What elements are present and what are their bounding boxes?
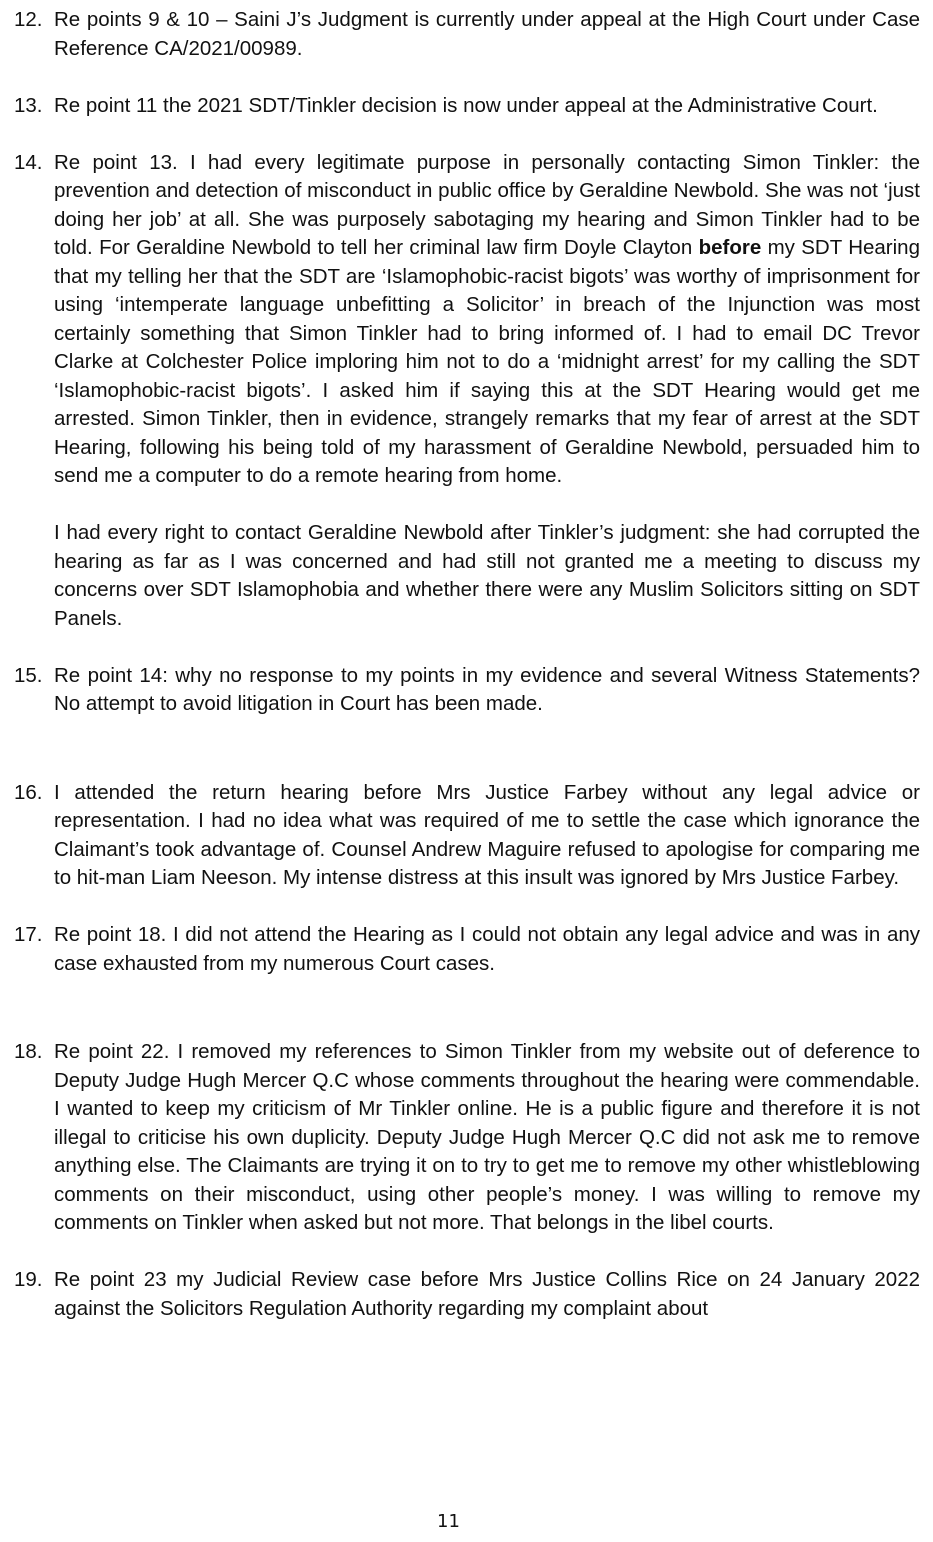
paragraph: Re points 9 & 10 – Saini J’s Judgment is currently under appeal at the High Court under Case Reference CA/2021/00989. (54, 8, 920, 60)
paragraph: Re point 22. I removed my references to Simon Tinkler from my website out of deference to Deputy Judge Hugh Mercer Q.C whose comments throughout the hearing were commendable. I wanted to keep my criticism of Mr Tinkler online. He is a public figure and therefore it is not illegal to criticise his own duplicity. Deputy Judge Hugh Mercer Q.C did not ask me to remove anything else. The Claimants are trying it on to try to get me to remove my other whistleblowing comments on their misconduct, using other people’s money. I was willing to remove my comments on Tinkler when asked but not more. That belongs in the libel courts. (54, 1040, 920, 1234)
list-item-19 (14, 1266, 920, 1323)
item-number: 17. (14, 923, 43, 946)
item-number: 15. (14, 663, 43, 687)
item-number: 12. (14, 8, 43, 31)
text-run: my SDT Hearing that my telling her that the SDT are ‘Islamophobic-racist bigots’ was worthy of imprisonment for using ‘intemperate language unbefitting a Solicitor’ in breach of the Injunction was most certainly something that Simon Tinkler had to bring informed of. I had to email DC Trevor Clarke at Colchester Police imploring him not to do a ‘midnight arrest’ for my calling the SDT ‘Islamophobic-racist bigots’. I asked him if saying this at the SDT Hearing would get me arrested. Simon Tinkler, then in evidence, strangely remarks that my fear of arrest at the SDT Hearing, following his being told of my harassment of Geraldine Newbold, persuaded him to send me a computer to do a remote hearing from home. (54, 236, 920, 487)
item-body (54, 1266, 920, 1323)
item-number: 13. (14, 93, 43, 117)
list-item-13 (14, 92, 920, 121)
item-body (54, 921, 920, 978)
paragraph: Re point 11 the 2021 SDT/Tinkler decision is now under appeal at the Administrative Court. (54, 93, 878, 117)
paragraph (54, 149, 920, 491)
item-number: 19. (14, 1268, 43, 1291)
item-number: 14. (14, 150, 43, 174)
list-item-16 (14, 779, 920, 893)
list-item-12 (14, 6, 920, 63)
item-body (54, 92, 920, 121)
item-body (54, 662, 920, 719)
bold-emphasis: before (698, 236, 762, 259)
paragraph: Re point 18. I did not attend the Hearing as I could not obtain any legal advice and was in any case exhausted from my numerous Court cases. (54, 923, 920, 975)
item-body (54, 779, 920, 893)
page-number: 11 (437, 1511, 460, 1532)
list-item-18 (14, 1038, 920, 1238)
item-body (54, 1038, 920, 1238)
item-body (54, 149, 920, 634)
paragraph: I attended the return hearing before Mrs Justice Farbey without any legal advice or representation. I had no idea what was required of me to settle the case which ignorance the Claimant’s took advantage of. Counsel Andrew Maguire refused to apologise for comparing me to hit-man Liam Neeson. My intense distress at this insult was ignored by Mrs Justice Farbey. (54, 780, 920, 889)
item-number: 18. (14, 1040, 43, 1063)
item-body (54, 6, 920, 63)
numbered-list (14, 6, 920, 1323)
list-item-17 (14, 921, 920, 978)
text-run: Re point 13. I had every legitimate purpose in personally contacting Simon Tinkler: the prevention and detection of misconduct in public office by Geraldine Newbold. She was not ‘just doing her job’ at all. She was purposely sabotaging my hearing and Simon Tinkler had to be told. For Geraldine Newbold to tell her criminal law firm Doyle Clayton (54, 150, 920, 259)
item-number: 16. (14, 780, 43, 804)
paragraph: Re point 14: why no response to my points in my evidence and several Witness Statements? No attempt to avoid litigation in Court has been made. (54, 663, 920, 715)
list-item-15 (14, 662, 920, 719)
paragraph: Re point 23 my Judicial Review case before Mrs Justice Collins Rice on 24 January 2022 against the Solicitors Regulation Authority regarding my complaint about (54, 1268, 920, 1320)
paragraph: I had every right to contact Geraldine Newbold after Tinkler’s judgment: she had corrupted the hearing as far as I was concerned and had still not granted me a meeting to discuss my concerns over SDT Islamophobia and whether there were any Muslim Solicitors sitting on SDT Panels. (54, 521, 920, 630)
list-item-14 (14, 149, 920, 634)
